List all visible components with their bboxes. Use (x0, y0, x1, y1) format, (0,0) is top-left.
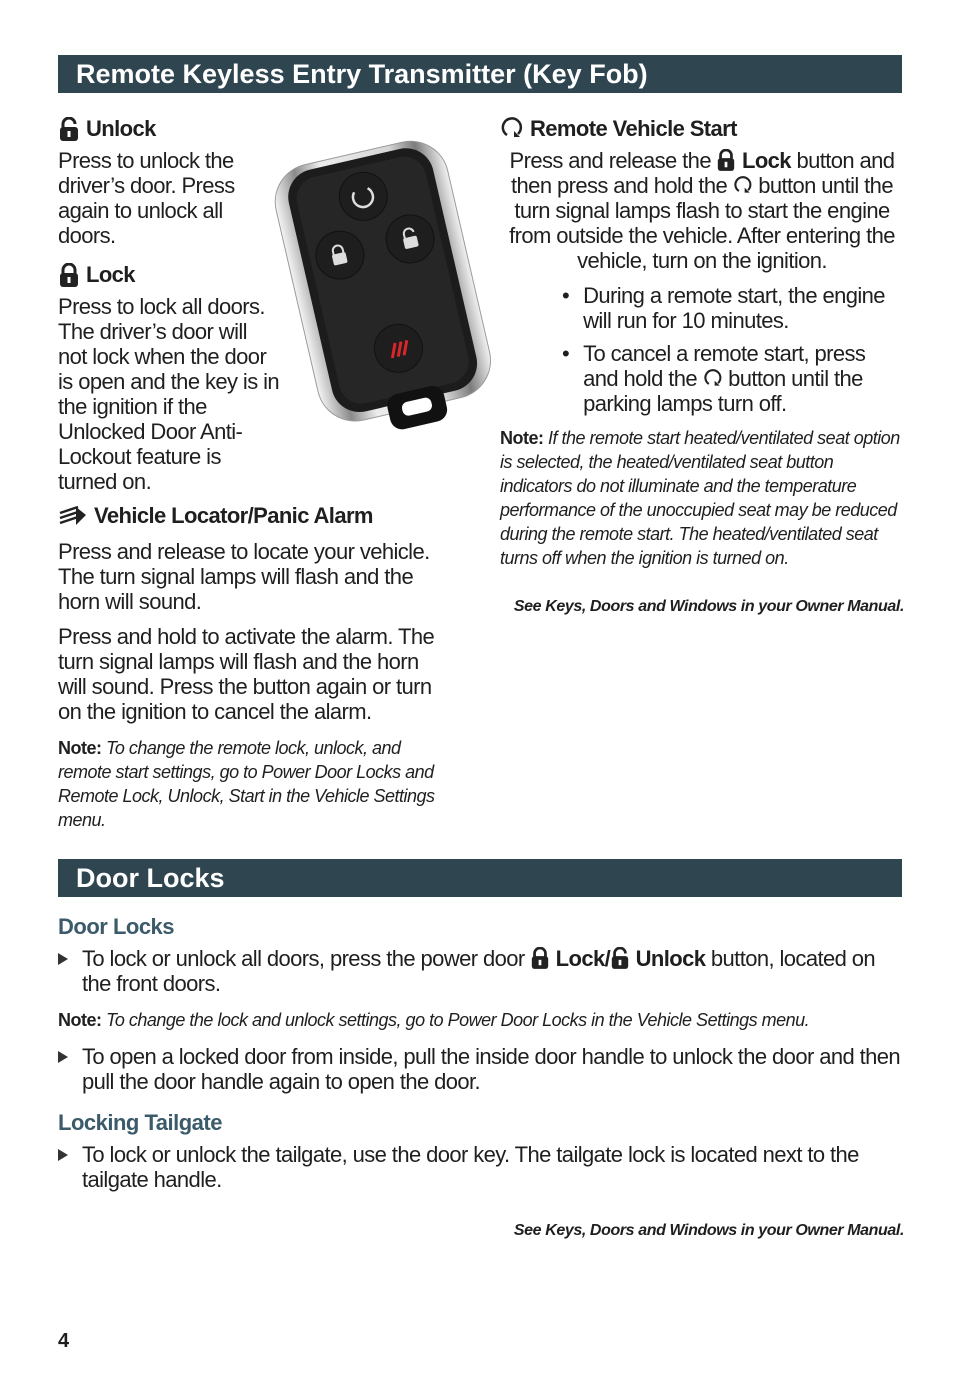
remote-start-section (500, 116, 904, 616)
owner-manual-reference: See Keys, Doors and Windows in your Owner Manual. (513, 1222, 904, 1239)
unlock-section (58, 116, 278, 248)
note-text: If the remote start heated/ventilated seat option is selected, the heated/ventilated seat button indicators do not illuminate and the temperature performance of the unoccupied seat may be reduced during the remote start. The heated/ventilated seat turns off when the ignition is turned on. (500, 428, 900, 568)
arrow-icon (58, 1149, 68, 1161)
unlock-icon (610, 947, 630, 969)
locator-note (58, 736, 448, 832)
lock-icon (530, 947, 550, 969)
remote-start-icon (733, 176, 753, 196)
door-locks-section (58, 914, 904, 1240)
tailgate-subheading: Locking Tailgate (58, 1110, 222, 1135)
remote-start-icon (703, 369, 723, 389)
unlock-text: Press to unlock the driver’s door. Press again to unlock all doors. (58, 148, 235, 248)
remote-start-bullet-1: • During a remote start, the engine will run for 10 minutes. (562, 283, 885, 333)
panic-alarm-icon (58, 505, 88, 527)
unlock-icon (58, 117, 80, 141)
unlock-heading: Unlock (86, 116, 156, 141)
lock-heading: Lock (86, 262, 135, 287)
remote-start-para: Press and release the Lock button and then press and hold the button until the turn signal lamps flash to start the engine from outside the vehicle. After entering the vehicle, turn on the ignition. (509, 148, 895, 273)
locator-heading: Vehicle Locator/Panic Alarm (94, 503, 373, 528)
section-header-door-locks: Door Locks (58, 859, 902, 897)
locator-para-1: Press and release to locate your vehicle. The turn signal lamps will flash and the horn will sound. (58, 539, 430, 614)
lock-icon (716, 149, 736, 171)
note-text: To change the lock and unlock settings, go to Power Door Locks in the Vehicle Settings menu. (106, 1010, 810, 1030)
note-label: Note: (58, 738, 102, 758)
key-fob-image (268, 136, 500, 436)
lock-icon (58, 263, 80, 287)
owner-manual-reference: See Keys, Doors and Windows in your Owner Manual. (513, 598, 904, 615)
remote-start-heading: Remote Vehicle Start (530, 116, 737, 141)
page-number: 4 (58, 1330, 70, 1352)
door-locks-subheading: Door Locks (58, 914, 175, 939)
lock-section (58, 262, 280, 494)
remote-start-bullet-2: • To cancel a remote start, press and hold the button until the parking lamps turn off. (562, 341, 866, 416)
remote-start-icon (500, 117, 524, 141)
note-label: Note: (500, 428, 544, 448)
door-locks-item-1: To lock or unlock all doors, press the power door Lock/ Unlock button, located on the front doors. (58, 946, 904, 996)
arrow-icon (58, 1051, 68, 1063)
section-header-key-fob: Remote Keyless Entry Transmitter (Key Fob) (58, 55, 902, 93)
locator-section (58, 503, 448, 832)
tailgate-item-1: To lock or unlock the tailgate, use the door key. The tailgate lock is located next to the tailgate handle. (58, 1142, 904, 1192)
note-label: Note: (58, 1010, 102, 1030)
door-locks-note (58, 1008, 904, 1032)
note-text: To change the remote lock, unlock, and remote start settings, go to Power Door Locks and Remote Lock, Unlock, Start in the Vehicle Settings menu. (58, 738, 435, 830)
arrow-icon (58, 953, 68, 965)
locator-para-2: Press and hold to activate the alarm. The turn signal lamps will flash and the horn will sound. Press the button again or turn on the ignition to cancel the alarm. (58, 624, 435, 724)
remote-start-note (500, 426, 904, 570)
door-locks-item-2: To open a locked door from inside, pull the inside door handle to unlock the door and then pull the door handle again to open the door. (58, 1044, 904, 1094)
lock-text: Press to lock all doors. The driver’s door will not lock when the door is open and the key is in the ignition if the Unlocked Door Anti-Lockout feature is turned on. (58, 294, 280, 494)
